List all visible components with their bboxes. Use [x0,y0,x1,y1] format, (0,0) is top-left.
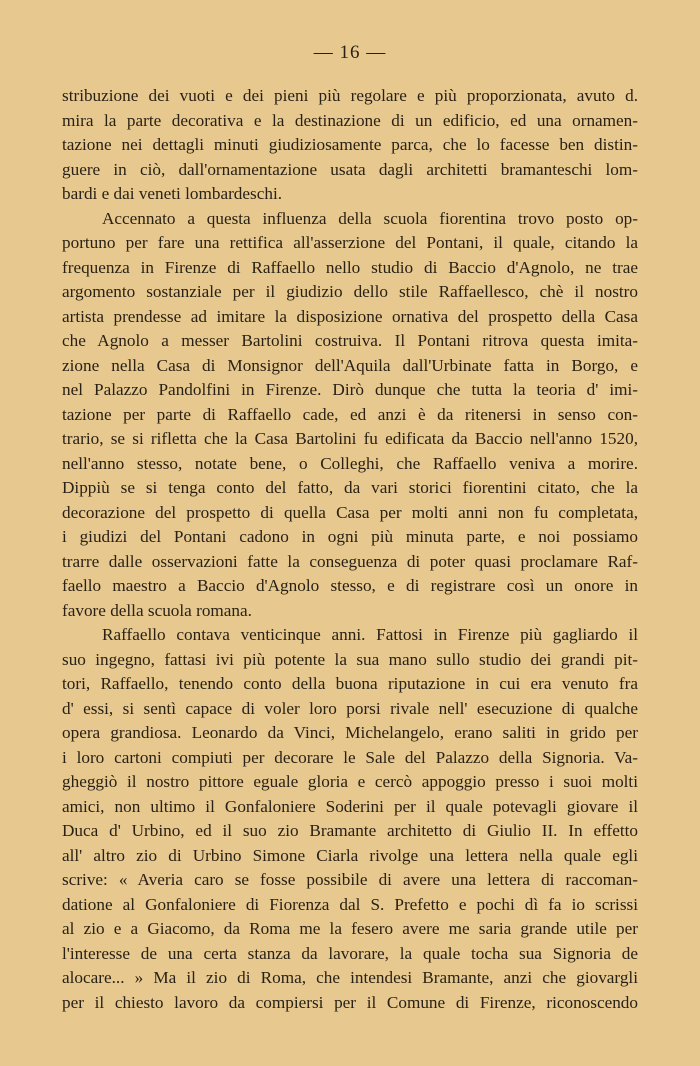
text-line: trario, se si rifletta che la Casa Bartolini fu edificata da Baccio nell'anno 1520, [62,429,638,448]
text-line: per il chiesto lavoro da compiersi per il Comune di Firenze, riconoscendo [62,992,638,1012]
text-line: artista prendesse ad imitare la disposizione ornativa del prospetto della Casa [62,306,638,326]
text-line: opera grandiosa. Leonardo da Vinci, Michelangelo, erano saliti in grido per [62,723,638,742]
text-line: d' essi, si sentì capace di voler loro porsi rivale nell' esecuzione di qualche [62,698,638,718]
text-line: suo ingegno, fattasi ivi più potente la sua mano sullo studio dei grandi pit- [62,649,638,669]
text-line: all' altro zio di Urbino Simone Ciarla rivolge una lettera nella quale egli [62,845,638,865]
text-line: nel Palazzo Pandolfini in Firenze. Dirò dunque che tutta la teoria d' imi- [62,380,638,399]
text-line: frequenza in Firenze di Raffaello nello studio di Baccio d'Agnolo, ne trae [62,257,638,277]
text-line: stribuzione dei vuoti e dei pieni più regolare e più proporzionata, avuto d. [62,86,638,105]
text-line: tazione nei dettagli minuti giudiziosamente parca, che lo facesse ben distin- [62,135,638,154]
text-line: guere in ciò, dall'ornamentazione usata dagli architetti bramanteschi lom- [62,159,638,179]
text-line: trarre dalle osservazioni fatte la conseguenza di poter quasi proclamare Raf- [62,551,638,571]
text-line: argomento sostanziale per il giudizio dello stile Raffaellesco, chè il nostro [62,282,638,301]
page-number: — 16 — [313,42,387,63]
text-line: portuno per fare una rettifica all'asserzione del Pontani, il quale, citando la [62,233,638,252]
text-line: favore della scuola romana. [62,600,252,620]
text-line: tazione per parte di Raffaello cade, ed anzi è da ritenersi in senso con- [62,404,638,424]
text-line: datione al Gonfaloniere di Fiorenza dal S. Prefetto e pochi dì fa io scrissi [62,894,638,914]
body-text [62,84,638,1015]
text-line: gheggiò il nostro pittore eguale gloria e cercò appoggio presso i suoi molti [62,772,638,791]
text-line: i giudizi del Pontani cadono in ogni più minuta parte, e noi possiamo [62,527,638,546]
text-line: alocare... » Ma il zio di Roma, che intendesi Bramante, anzi che giovargli [62,968,638,987]
text-line: Dippiù se si tenga conto del fatto, da vari storici fiorentini citato, che la [62,478,638,497]
text-line: mira la parte decorativa e la destinazione di un edificio, ed una ornamen- [62,110,638,130]
text-line: bardi e dai veneti lombardeschi. [62,184,283,203]
text-line: faello maestro a Baccio d'Agnolo stesso, e di registrare così un onore in [62,576,638,595]
text-line: zione nella Casa di Monsignor dell'Aquila dall'Urbinate fatta in Borgo, e [62,355,638,375]
text-line: tori, Raffaello, tenendo conto della buona riputazione in cui era venuto fra [62,674,638,693]
text-line: Duca d' Urbino, ed il suo zio Bramante architetto di Giulio II. In effetto [62,821,638,840]
text-line: i loro cartoni compiuti per decorare le Sale del Palazzo della Signoria. Va- [62,747,638,767]
text-line: che Agnolo a messer Bartolini costruiva. Il Pontani ritrova questa imita- [62,331,638,350]
text-line: l'interesse de una certa stanza da lavorare, la quale tocha sua Signoria de [62,943,638,963]
text-line: amici, non ultimo il Gonfaloniere Soderini per il quale potevagli giovare il [62,796,638,816]
text-line: Accennato a questa influenza della scuola fiorentina trovo posto op- [102,208,638,228]
text-line: nell'anno stesso, notate bene, o Colleghi, che Raffaello veniva a morire. [62,453,638,473]
text-line: al zio e a Giacomo, da Roma me la fesero avere me saria grande utile per [62,919,638,938]
text-line: decorazione del prospetto di quella Casa per molti anni non fu completata, [62,502,638,522]
text-line: scrive: « Averia caro se fosse possibile di avere una lettera di raccoman- [62,870,638,889]
text-line: Raffaello contava venticinque anni. Fattosi in Firenze più gagliardo il [102,625,638,644]
